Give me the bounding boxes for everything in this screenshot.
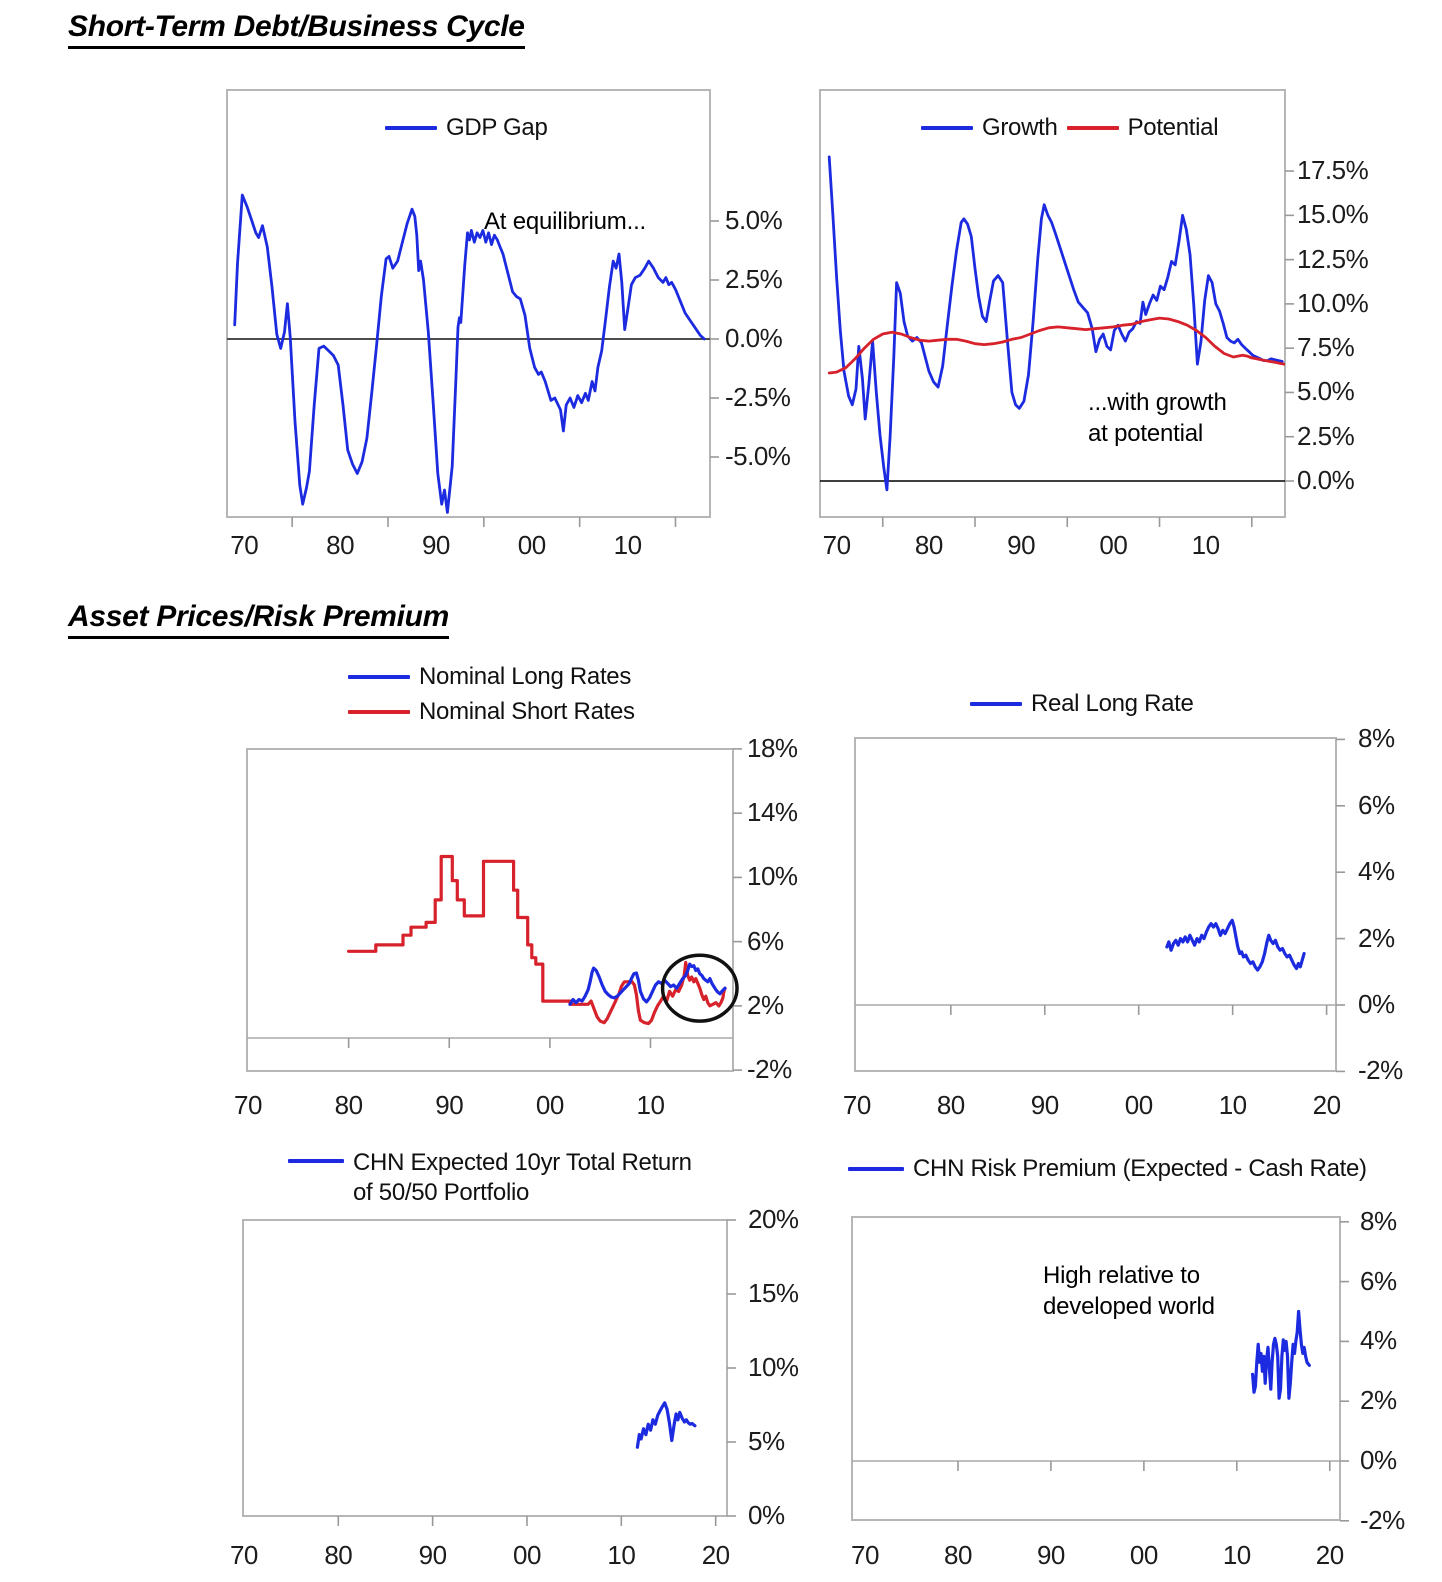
legend-potential-label: Potential	[1127, 114, 1219, 141]
annotation-at-equilibrium: At equilibrium...	[484, 208, 646, 235]
growth-potential-x-label-80: 80	[914, 530, 943, 560]
risk-premium-x-label-10: 10	[1222, 1540, 1251, 1570]
gdp-gap-line-swatch	[385, 126, 437, 130]
growth-potential-y-label-2.5%: 2.5%	[1297, 420, 1355, 451]
gdp-gap-y-label-5.0%: 5.0%	[725, 204, 783, 235]
nominal-rates-y-label-10%: 10%	[747, 861, 798, 892]
risk-premium-line-swatch	[848, 1167, 904, 1171]
real-long-rate-line-swatch	[970, 702, 1022, 706]
real-long-rate-x-label-10: 10	[1218, 1090, 1247, 1120]
legend-nominal-long-label: Nominal Long Rates	[419, 663, 632, 690]
real-long-rate-y-label-2%: 2%	[1358, 922, 1395, 953]
nominal-rates-series-red	[349, 857, 725, 1024]
annotation-high-relative	[1043, 1260, 1215, 1322]
growth-potential-y-label-10.0%: 10.0%	[1297, 287, 1369, 318]
expected-return-plot-box	[243, 1220, 727, 1516]
growth-potential-x-label-90: 90	[1007, 530, 1036, 560]
real-long-rate-y-label-4%: 4%	[1358, 856, 1395, 887]
nominal-long-line-swatch	[348, 675, 410, 679]
risk-premium-y-label-2%: 2%	[1360, 1385, 1397, 1416]
real-long-rate-y-label-0%: 0%	[1358, 988, 1395, 1019]
legend-real-long-rate-label: Real Long Rate	[1031, 690, 1194, 717]
legend-nominal-short-label: Nominal Short Rates	[419, 698, 635, 725]
real-long-rate-y-label--2%: -2%	[1358, 1055, 1403, 1086]
annotation-growth-line1: ...with growth	[1088, 389, 1227, 416]
gdp-gap-y-label--5.0%: -5.0%	[725, 440, 791, 471]
potential-line-swatch	[1067, 126, 1119, 130]
legend-expected-return-line2: of 50/50 Portfolio	[353, 1179, 530, 1206]
nominal-rates-x-label-70: 70	[234, 1090, 262, 1120]
legend-expected-return-label	[353, 1148, 692, 1208]
risk-premium-x-label-00: 00	[1129, 1540, 1158, 1570]
nominal-rates-highlight-ellipse	[663, 955, 737, 1021]
risk-premium-y-label--2%: -2%	[1360, 1504, 1405, 1535]
real-long-rate-y-label-6%: 6%	[1358, 789, 1395, 820]
real-long-rate-x-label-20: 20	[1312, 1090, 1341, 1120]
gdp-gap-y-label--2.5%: -2.5%	[725, 381, 791, 412]
real-long-rate-x-label-00: 00	[1124, 1090, 1153, 1120]
gdp-gap-series-blue	[235, 195, 705, 513]
real-long-rate-x-label-70: 70	[842, 1090, 871, 1120]
gdp-gap-plot-box	[227, 90, 710, 517]
nominal-short-line-swatch	[348, 710, 410, 714]
legend-expected-return	[288, 1148, 692, 1208]
gdp-gap-y-label-2.5%: 2.5%	[725, 263, 783, 294]
risk-premium-series-blue	[1253, 1312, 1310, 1399]
expected-return-x-label-20: 20	[701, 1540, 730, 1570]
risk-premium-x-label-70: 70	[851, 1540, 879, 1570]
section-title-asset-prices-text: Asset Prices/Risk Premium	[68, 600, 449, 639]
risk-premium-x-label-20: 20	[1315, 1540, 1344, 1570]
growth-potential-series-red	[829, 318, 1284, 373]
expected-return-x-label-00: 00	[513, 1540, 541, 1570]
section-title-short-term-debt-text: Short-Term Debt/Business Cycle	[68, 10, 525, 49]
expected-return-y-label-0%: 0%	[748, 1499, 785, 1530]
nominal-rates-y-label-2%: 2%	[747, 989, 784, 1020]
expected-return-x-label-80: 80	[324, 1540, 353, 1570]
legend-nominal-rates	[348, 663, 635, 726]
nominal-rates-y-label-6%: 6%	[747, 925, 784, 956]
expected-return-x-label-90: 90	[418, 1540, 447, 1570]
growth-potential-y-label-15.0%: 15.0%	[1297, 199, 1369, 230]
legend-nominal-short-row	[348, 698, 635, 726]
expected-return-x-label-10: 10	[607, 1540, 636, 1570]
nominal-rates-y-label-14%: 14%	[747, 797, 798, 828]
nominal-rates-x-label-00: 00	[535, 1090, 564, 1120]
gdp-gap-x-label-70: 70	[230, 530, 259, 560]
nominal-rates-plot-box	[247, 749, 733, 1071]
expected-return-y-label-10%: 10%	[748, 1351, 799, 1382]
legend-nominal-long-row	[348, 663, 631, 691]
gdp-gap-x-label-80: 80	[326, 530, 355, 560]
legend-real-long-rate	[970, 690, 1194, 718]
growth-potential-x-label-70: 70	[822, 530, 851, 560]
growth-line-swatch	[921, 126, 973, 130]
expected-return-series-blue	[637, 1403, 695, 1447]
gdp-gap-x-label-90: 90	[421, 530, 450, 560]
annotation-premium-line1: High relative to	[1043, 1262, 1200, 1289]
risk-premium-y-label-8%: 8%	[1360, 1205, 1397, 1236]
expected-return-x-label-70: 70	[229, 1540, 258, 1570]
risk-premium-y-label-0%: 0%	[1360, 1444, 1397, 1475]
real-long-rate-x-label-80: 80	[936, 1090, 965, 1120]
expected-return-y-label-15%: 15%	[748, 1277, 799, 1308]
legend-gdp-gap	[385, 114, 548, 142]
gdp-gap-y-label-0.0%: 0.0%	[725, 322, 783, 353]
growth-potential-y-label-7.5%: 7.5%	[1297, 332, 1355, 363]
annotation-growth-at-potential	[1088, 387, 1227, 449]
legend-expected-return-line1: CHN Expected 10yr Total Return	[353, 1149, 692, 1176]
expected-return-line-swatch	[288, 1159, 344, 1163]
real-long-rate-y-label-8%: 8%	[1358, 723, 1395, 754]
growth-potential-x-label-00: 00	[1099, 530, 1128, 560]
section-title-asset-prices	[68, 600, 449, 634]
growth-potential-y-label-17.5%: 17.5%	[1297, 154, 1369, 185]
growth-potential-y-label-0.0%: 0.0%	[1297, 464, 1355, 495]
expected-return-y-label-5%: 5%	[748, 1425, 785, 1456]
risk-premium-y-label-6%: 6%	[1360, 1265, 1397, 1296]
gdp-gap-x-label-00: 00	[517, 530, 546, 560]
legend-gdp-gap-label: GDP Gap	[446, 114, 548, 141]
section-title-short-term-debt	[68, 10, 525, 44]
legend-growth-potential	[921, 114, 1218, 142]
nominal-rates-series-blue	[570, 964, 725, 1004]
real-long-rate-x-label-90: 90	[1030, 1090, 1059, 1120]
nominal-rates-x-label-90: 90	[435, 1090, 464, 1120]
nominal-rates-y-label-18%: 18%	[747, 732, 798, 763]
gdp-gap-x-label-10: 10	[613, 530, 642, 560]
risk-premium-x-label-90: 90	[1036, 1540, 1065, 1570]
growth-potential-x-label-10: 10	[1191, 530, 1220, 560]
real-long-rate-series-blue	[1167, 920, 1304, 970]
annotation-premium-line2: developed world	[1043, 1293, 1215, 1320]
nominal-rates-x-label-80: 80	[334, 1090, 363, 1120]
legend-risk-premium	[848, 1155, 1367, 1183]
legend-risk-premium-label: CHN Risk Premium (Expected - Cash Rate)	[913, 1155, 1367, 1182]
growth-potential-plot-box	[820, 90, 1285, 517]
annotation-growth-line2: at potential	[1088, 420, 1204, 447]
nominal-rates-y-label--2%: -2%	[747, 1053, 792, 1084]
growth-potential-y-label-12.5%: 12.5%	[1297, 243, 1369, 274]
real-long-rate-plot-box	[855, 738, 1336, 1071]
legend-growth-label: Growth	[982, 114, 1058, 141]
growth-potential-y-label-5.0%: 5.0%	[1297, 376, 1355, 407]
expected-return-y-label-20%: 20%	[748, 1203, 799, 1234]
risk-premium-x-label-80: 80	[943, 1540, 972, 1570]
risk-premium-y-label-4%: 4%	[1360, 1325, 1397, 1356]
nominal-rates-x-label-10: 10	[636, 1090, 665, 1120]
